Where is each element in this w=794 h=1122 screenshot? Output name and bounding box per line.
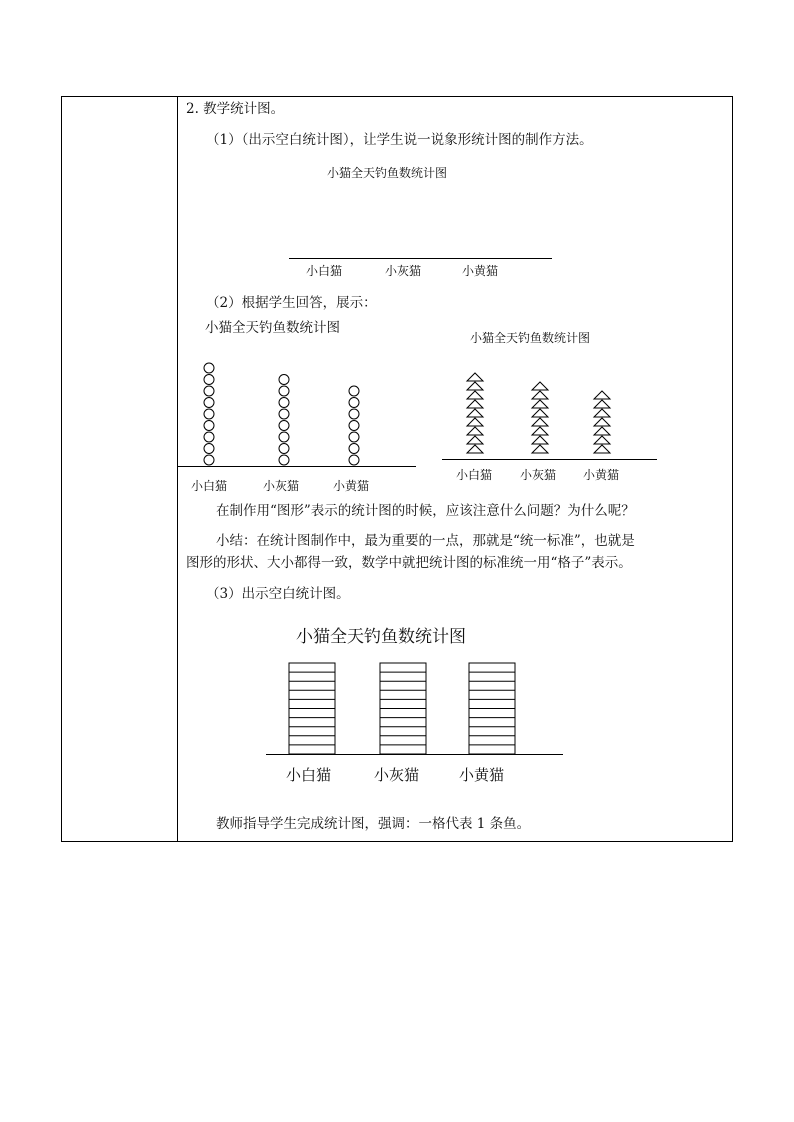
chart2-label-white-cat: 小白猫 [191,479,228,493]
chart1-label-gray-cat: 小灰猫 [385,264,422,278]
question-text: 在制作用“图形”表示的统计图的时候，应该注意什么问题？为什么呢？ [216,503,635,519]
step3-text: （3）出示空白统计图。 [206,586,350,602]
summary-line1: 小结：在统计图制作中，最为重要的一点，那就是“统一标准”，也就是 [216,533,635,549]
closing-text: 教师指导学生完成统计图，强调：一格代表 1 条鱼。 [216,816,531,832]
chart3-title: 小猫全天钓鱼数统计图 [470,331,591,345]
chart2-label-yellow-cat: 小黄猫 [333,479,370,493]
chart4-baseline [266,754,563,755]
chart4-label-yellow-cat: 小黄猫 [459,766,505,784]
chart3-label-white-cat: 小白猫 [456,468,493,482]
chart3-label-yellow-cat: 小黄猫 [583,468,620,482]
chart2-label-gray-cat: 小灰猫 [263,479,300,493]
chart3-label-gray-cat: 小灰猫 [520,468,557,482]
chart4-label-gray-cat: 小灰猫 [374,766,420,784]
chart1-label-white-cat: 小白猫 [306,264,343,278]
chart2-title: 小猫全天钓鱼数统计图 [205,320,340,336]
section-heading: 2. 教学统计图。 [186,101,285,117]
step2-text: （2）根据学生回答，展示： [206,295,377,311]
chart1-title: 小猫全天钓鱼数统计图 [327,166,448,180]
chart4-title: 小猫全天钓鱼数统计图 [296,627,466,647]
step1-text: （1）（出示空白统计图），让学生说一说象形统计图的制作方法。 [206,132,593,148]
summary-line2: 图形的形状、大小都得一致，数学中就把统计图的标准统一用“格子”表示。 [186,555,632,571]
chart4-label-white-cat: 小白猫 [286,766,332,784]
chart1-label-yellow-cat: 小黄猫 [462,264,499,278]
